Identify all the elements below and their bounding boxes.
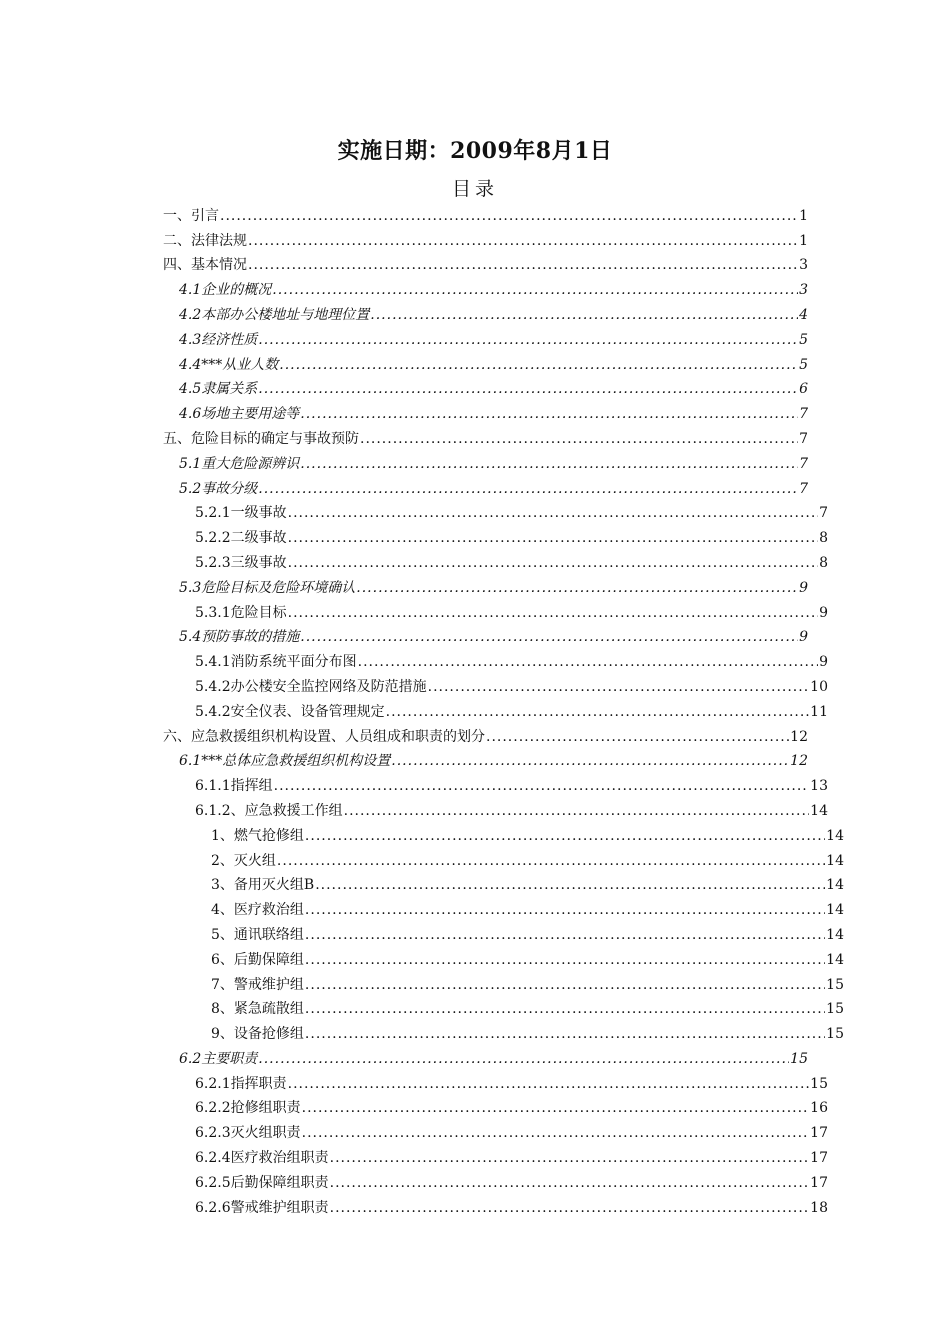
toc-entry-label: 5.2.2二级事故 [195, 530, 287, 547]
toc-entry-page: 8 [819, 530, 828, 547]
toc-entry-label: 5.4.1消防系统平面分布图 [195, 654, 357, 671]
toc-entry[interactable] [163, 274, 808, 299]
toc-leader-dots [358, 653, 818, 671]
toc-entry-page: 7 [799, 480, 808, 497]
toc-leader-dots [302, 1124, 810, 1142]
toc-entry-label: 7、警戒维护组 [211, 976, 304, 993]
toc-leader-dots [356, 579, 798, 597]
toc-entry-page: 5 [799, 356, 808, 373]
toc-leader-dots [330, 1174, 810, 1192]
toc-leader-dots [305, 951, 825, 969]
toc-entry-label: 4.1企业的概况 [179, 282, 272, 299]
toc-entry-label: 四、基本情况 [163, 257, 247, 274]
toc-entry-page: 7 [799, 430, 808, 447]
toc-leader-dots [288, 529, 818, 547]
toc-entry-page: 15 [790, 1050, 808, 1067]
toc-entry[interactable] [163, 671, 828, 696]
toc-leader-dots [344, 802, 810, 820]
toc-entry-label: 6、后勤保障组 [211, 951, 304, 968]
toc-entry-page: 6 [799, 381, 808, 398]
toc-entry[interactable] [163, 870, 844, 895]
toc-entry-page: 9 [819, 604, 828, 621]
toc-leader-dots [258, 480, 798, 498]
toc-entry-page: 9 [819, 654, 828, 671]
implementation-date-title: 实施日期：2009年8月1日 [337, 138, 613, 164]
toc-entry[interactable] [163, 1018, 844, 1043]
toc-leader-dots [305, 827, 825, 845]
toc-entry[interactable] [163, 498, 828, 523]
toc-leader-dots [428, 678, 810, 696]
toc-leader-dots [300, 455, 798, 473]
toc-entry[interactable] [163, 547, 828, 572]
toc-entry[interactable] [163, 746, 808, 771]
toc-entry-page: 5 [799, 331, 808, 348]
toc-entry-label: 3、备用灭火组B [211, 877, 315, 894]
toc-entry-page: 9 [799, 579, 808, 596]
toc-entry-page: 7 [799, 455, 808, 472]
toc-entry[interactable] [163, 919, 844, 944]
toc-entry[interactable] [163, 721, 808, 746]
toc-leader-dots [305, 976, 825, 994]
toc-leader-dots [258, 380, 798, 398]
toc-entry[interactable] [163, 448, 808, 473]
toc-entry-page: 14 [810, 802, 828, 819]
toc-entry[interactable] [163, 250, 808, 275]
toc-entry-page: 4 [799, 306, 808, 323]
toc-entry-page: 15 [826, 1001, 844, 1018]
toc-leader-dots [300, 405, 798, 423]
toc-entry-label: 6.2.6警戒维护组职责 [195, 1199, 329, 1216]
toc-entry-label: 6.2.3灭火组职责 [195, 1125, 301, 1142]
toc-entry-label: 5.2.3三级事故 [195, 554, 287, 571]
toc-entry-page: 14 [826, 877, 844, 894]
toc-leader-dots [248, 232, 798, 250]
toc-entry[interactable] [163, 646, 828, 671]
toc-title: 目录 [451, 178, 498, 200]
toc-entry-label: 5.3危险目标及危险环境确认 [179, 579, 356, 596]
toc-entry[interactable] [163, 473, 808, 498]
toc-entry-page: 11 [810, 703, 828, 720]
toc-leader-dots [386, 703, 810, 721]
toc-entry[interactable] [163, 969, 844, 994]
toc-leader-dots [305, 1025, 825, 1043]
toc-entry-page: 14 [826, 926, 844, 943]
toc-entry[interactable] [163, 795, 828, 820]
toc-entry-page: 15 [826, 1026, 844, 1043]
toc-leader-dots [305, 926, 825, 944]
toc-leader-dots [274, 777, 810, 795]
toc-leader-dots [391, 752, 789, 770]
toc-entry-page: 1 [799, 207, 808, 224]
toc-leader-dots [330, 1199, 810, 1217]
toc-entry-label: 6.1***总体应急救援组织机构设置 [179, 753, 391, 770]
toc-entry-page: 15 [810, 1075, 828, 1092]
toc-entry[interactable] [163, 1068, 828, 1093]
toc-leader-dots [288, 554, 818, 572]
toc-entry[interactable] [163, 894, 844, 919]
toc-entry-label: 5.2事故分级 [179, 480, 258, 497]
toc-entry-page: 3 [799, 257, 808, 274]
toc-entry-label: 6.2.5后勤保障组职责 [195, 1174, 329, 1191]
toc-entry-label: 5、通讯联络组 [211, 926, 304, 943]
toc-entry-page: 14 [826, 902, 844, 919]
toc-entry[interactable] [163, 423, 808, 448]
toc-entry[interactable] [163, 572, 808, 597]
toc-entry[interactable] [163, 944, 844, 969]
toc-leader-dots [330, 1149, 810, 1167]
toc-entry-label: 6.2.1指挥职责 [195, 1075, 287, 1092]
toc-leader-dots [305, 1000, 825, 1018]
toc-entry[interactable] [163, 770, 828, 795]
toc-entry-page: 7 [799, 406, 808, 423]
toc-entry[interactable] [163, 696, 828, 721]
toc-entry-label: 8、紧急疏散组 [211, 1001, 304, 1018]
toc-entry-page: 8 [819, 554, 828, 571]
toc-entry[interactable] [163, 622, 808, 647]
toc-entry-label: 5.4预防事故的措施 [179, 629, 300, 646]
toc-entry[interactable] [163, 1167, 828, 1192]
toc-entry-page: 14 [826, 827, 844, 844]
toc-entry-page: 17 [810, 1125, 828, 1142]
toc-entry-label: 二、法律法规 [163, 232, 247, 249]
toc-entry-label: 4.5隶属关系 [179, 381, 258, 398]
toc-entry-label: 4.4***从业人数 [179, 356, 279, 373]
toc-entry-label: 5.4.2办公楼安全监控网络及防范措施 [195, 678, 427, 695]
toc-entry-page: 13 [810, 778, 828, 795]
toc-entry-page: 12 [790, 728, 808, 745]
toc-entry-page: 15 [826, 976, 844, 993]
toc-entry-label: 9、设备抢修组 [211, 1026, 304, 1043]
toc-entry-page: 18 [810, 1199, 828, 1216]
toc-entry-label: 4.3经济性质 [179, 331, 258, 348]
toc-entry-page: 16 [810, 1100, 828, 1117]
toc-leader-dots [277, 852, 825, 870]
toc-entry-label: 6.2.4医疗救治组职责 [195, 1150, 329, 1167]
toc-leader-dots [288, 1075, 810, 1093]
toc-entry[interactable] [163, 1142, 828, 1167]
toc-leader-dots [300, 628, 798, 646]
toc-entry-label: 1、燃气抢修组 [211, 827, 304, 844]
toc-entry-page: 17 [810, 1174, 828, 1191]
toc-leader-dots [288, 504, 818, 522]
toc-entry[interactable] [163, 1093, 828, 1118]
toc-entry-label: 6.2主要职责 [179, 1050, 258, 1067]
toc-entry[interactable] [163, 1043, 808, 1068]
toc-entry[interactable] [163, 522, 828, 547]
toc-entry[interactable] [163, 200, 808, 225]
toc-entry[interactable] [163, 994, 844, 1019]
toc-entry-label: 5.2.1一级事故 [195, 505, 287, 522]
toc-entry[interactable] [163, 324, 808, 349]
toc-entry-label: 五、危险目标的确定与事故预防 [163, 430, 359, 447]
toc-entry[interactable] [163, 299, 808, 324]
toc-entry-label: 5.3.1危险目标 [195, 604, 287, 621]
toc-entry-page: 10 [810, 678, 828, 695]
toc-entry-page: 17 [810, 1150, 828, 1167]
toc-entry-page: 9 [799, 629, 808, 646]
toc-entry[interactable] [163, 1192, 828, 1217]
toc-leader-dots [272, 281, 798, 299]
toc-leader-dots [258, 1050, 789, 1068]
toc-entry-label: 6.2.2抢修组职责 [195, 1100, 301, 1117]
toc-entry[interactable] [163, 398, 808, 423]
toc-entry[interactable] [163, 1117, 828, 1142]
toc-entry-page: 1 [799, 232, 808, 249]
toc-leader-dots [220, 207, 798, 225]
toc-entry-label: 4、医疗救治组 [211, 902, 304, 919]
toc-leader-dots [370, 306, 798, 324]
toc-entry[interactable] [163, 374, 808, 399]
toc-entry[interactable] [163, 820, 844, 845]
toc-entry-page: 12 [790, 753, 808, 770]
toc-entry-page: 14 [826, 951, 844, 968]
toc-entry-label: 6.1.1指挥组 [195, 778, 273, 795]
toc-leader-dots [360, 430, 798, 448]
table-of-contents [163, 200, 844, 1217]
toc-entry-label: 5.4.2安全仪表、设备管理规定 [195, 703, 385, 720]
toc-entry-label: 一、引言 [163, 207, 219, 224]
toc-entry-page: 3 [799, 282, 808, 299]
toc-entry-label: 6.1.2、应急救援工作组 [195, 802, 343, 819]
toc-leader-dots [315, 876, 825, 894]
toc-entry-label: 六、应急救援组织机构设置、人员组成和职责的划分 [163, 728, 485, 745]
toc-entry-page: 7 [819, 505, 828, 522]
toc-entry-label: 4.2本部办公楼地址与地理位置 [179, 306, 370, 323]
toc-entry-label: 2、灭火组 [211, 852, 276, 869]
toc-entry-label: 4.6场地主要用途等 [179, 406, 300, 423]
toc-entry[interactable] [163, 349, 808, 374]
toc-leader-dots [305, 901, 825, 919]
toc-entry[interactable] [163, 845, 844, 870]
toc-entry-page: 14 [826, 852, 844, 869]
toc-leader-dots [288, 604, 818, 622]
toc-leader-dots [248, 256, 798, 274]
toc-entry[interactable] [163, 225, 808, 250]
toc-leader-dots [486, 728, 789, 746]
toc-entry[interactable] [163, 597, 828, 622]
toc-leader-dots [279, 356, 798, 374]
toc-leader-dots [302, 1099, 810, 1117]
toc-leader-dots [258, 331, 798, 349]
toc-entry-label: 5.1重大危险源辨识 [179, 455, 300, 472]
